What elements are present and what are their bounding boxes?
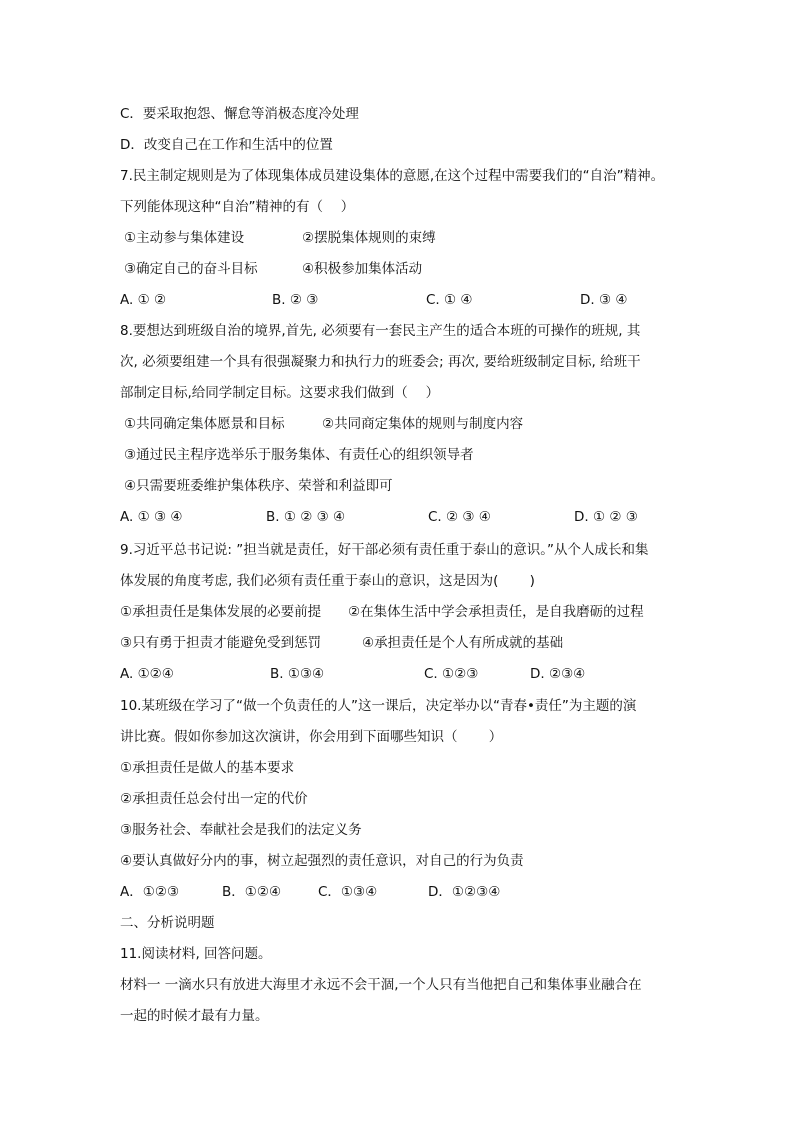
q9-stem-line2: 体发展的角度考虑, 我们必须有责任重于泰山的意识，这是因为( ): [120, 573, 535, 589]
q7-option-c: C. ① ④: [426, 292, 473, 308]
q7-option-b: B. ② ③: [272, 292, 319, 308]
q9-option-c: C. ①②③: [424, 666, 479, 682]
q8-item-3: ③通过民主程序选举乐于服务集体、有责任心的组织领导者: [124, 447, 474, 463]
q6-option-c: C．要采取抱怨、懈怠等消极态度冷处理: [120, 106, 359, 122]
q10-option-b: B．①②④: [222, 884, 282, 900]
section-heading: 二、分析说明题: [120, 915, 215, 931]
q10-stem-line2: 讲比赛。假如你参加这次演讲，你会用到下面哪些知识（ ）: [120, 729, 503, 745]
q8-item-2: ②共同商定集体的规则与制度内容: [322, 416, 524, 432]
q7-option-d: D. ③ ④: [580, 292, 628, 308]
q11-material1-line2: 一起的时候才最有力量。: [120, 1008, 269, 1024]
q9-stem-line1: 9.习近平总书记说: ”担当就是责任，好干部必须有责任重于泰山的意识。”从个人成长和集: [120, 542, 649, 558]
q9-item-1: ①承担责任是集体发展的必要前提: [120, 604, 322, 620]
q8-item-4: ④只需要班委维护集体秩序、荣誉和利益即可: [124, 478, 393, 494]
q7-item-4: ④积极参加集体活动: [302, 261, 423, 277]
q9-item-2: ②在集体生活中学会承担责任，是自我磨砺的过程: [348, 604, 644, 620]
q10-item-4: ④要认真做好分内的事，树立起强烈的责任意识，对自己的行为负责: [120, 853, 524, 869]
q11-material1-line1: 材料一 一滴水只有放进大海里才永远不会干涸,一个人只有当他把自己和集体事业融合在: [120, 977, 642, 993]
q7-stem-line2: 下列能体现这种“自治”精神的有（ ）: [120, 199, 355, 215]
q7-item-2: ②摆脱集体规则的束缚: [302, 230, 436, 246]
q9-item-4: ④承担责任是个人有所成就的基础: [362, 635, 564, 651]
q6-option-d: D．改变自己在工作和生活中的位置: [120, 137, 333, 153]
q10-item-3: ③服务社会、奉献社会是我们的法定义务: [120, 822, 362, 838]
q8-option-d: D. ① ② ③: [574, 509, 638, 525]
q10-option-d: D．①②③④: [428, 884, 501, 900]
q10-option-a: A．①②③: [120, 884, 180, 900]
q8-item-1: ①共同确定集体愿景和目标: [124, 416, 285, 432]
q7-stem-line1: 7.民主制定规则是为了体现集体成员建设集体的意愿,在这个过程中需要我们的“自治”精神。: [120, 168, 665, 184]
q8-option-c: C. ② ③ ④: [428, 509, 491, 525]
q11-stem: 11.阅读材料, 回答问题。: [120, 946, 272, 962]
q7-option-a: A. ① ②: [120, 292, 167, 308]
q9-option-d: D. ②③④: [530, 666, 586, 682]
q9-option-a: A. ①②④: [120, 666, 174, 682]
q8-option-a: A. ① ③ ④: [120, 509, 183, 525]
q8-stem-line2: 次, 必须要组建一个具有很强凝聚力和执行力的班委会; 再次, 要给班级制定目标, 给班干: [120, 354, 641, 370]
q10-stem-line1: 10.某班级在学习了“做一个负责任的人”这一课后，决定举办以“青春•责任”为主题的演: [120, 698, 637, 714]
q8-option-b: B. ① ② ③ ④: [266, 509, 346, 525]
q7-item-3: ③确定自己的奋斗目标: [124, 261, 258, 277]
q8-stem-line3: 部制定目标,给同学制定目标。这要求我们做到（ ）: [120, 385, 440, 401]
q7-item-1: ①主动参与集体建设: [124, 230, 245, 246]
q9-option-b: B. ①③④: [270, 666, 325, 682]
q9-item-3: ③只有勇于担责才能避免受到惩罚: [120, 635, 322, 651]
q10-item-1: ①承担责任是做人的基本要求: [120, 760, 295, 776]
q10-item-2: ②承担责任总会付出一定的代价: [120, 791, 308, 807]
q10-option-c: C．①③④: [318, 884, 378, 900]
q8-stem-line1: 8.要想达到班级自治的境界,首先, 必须要有一套民主产生的适合本班的可操作的班规, 其: [120, 323, 641, 339]
